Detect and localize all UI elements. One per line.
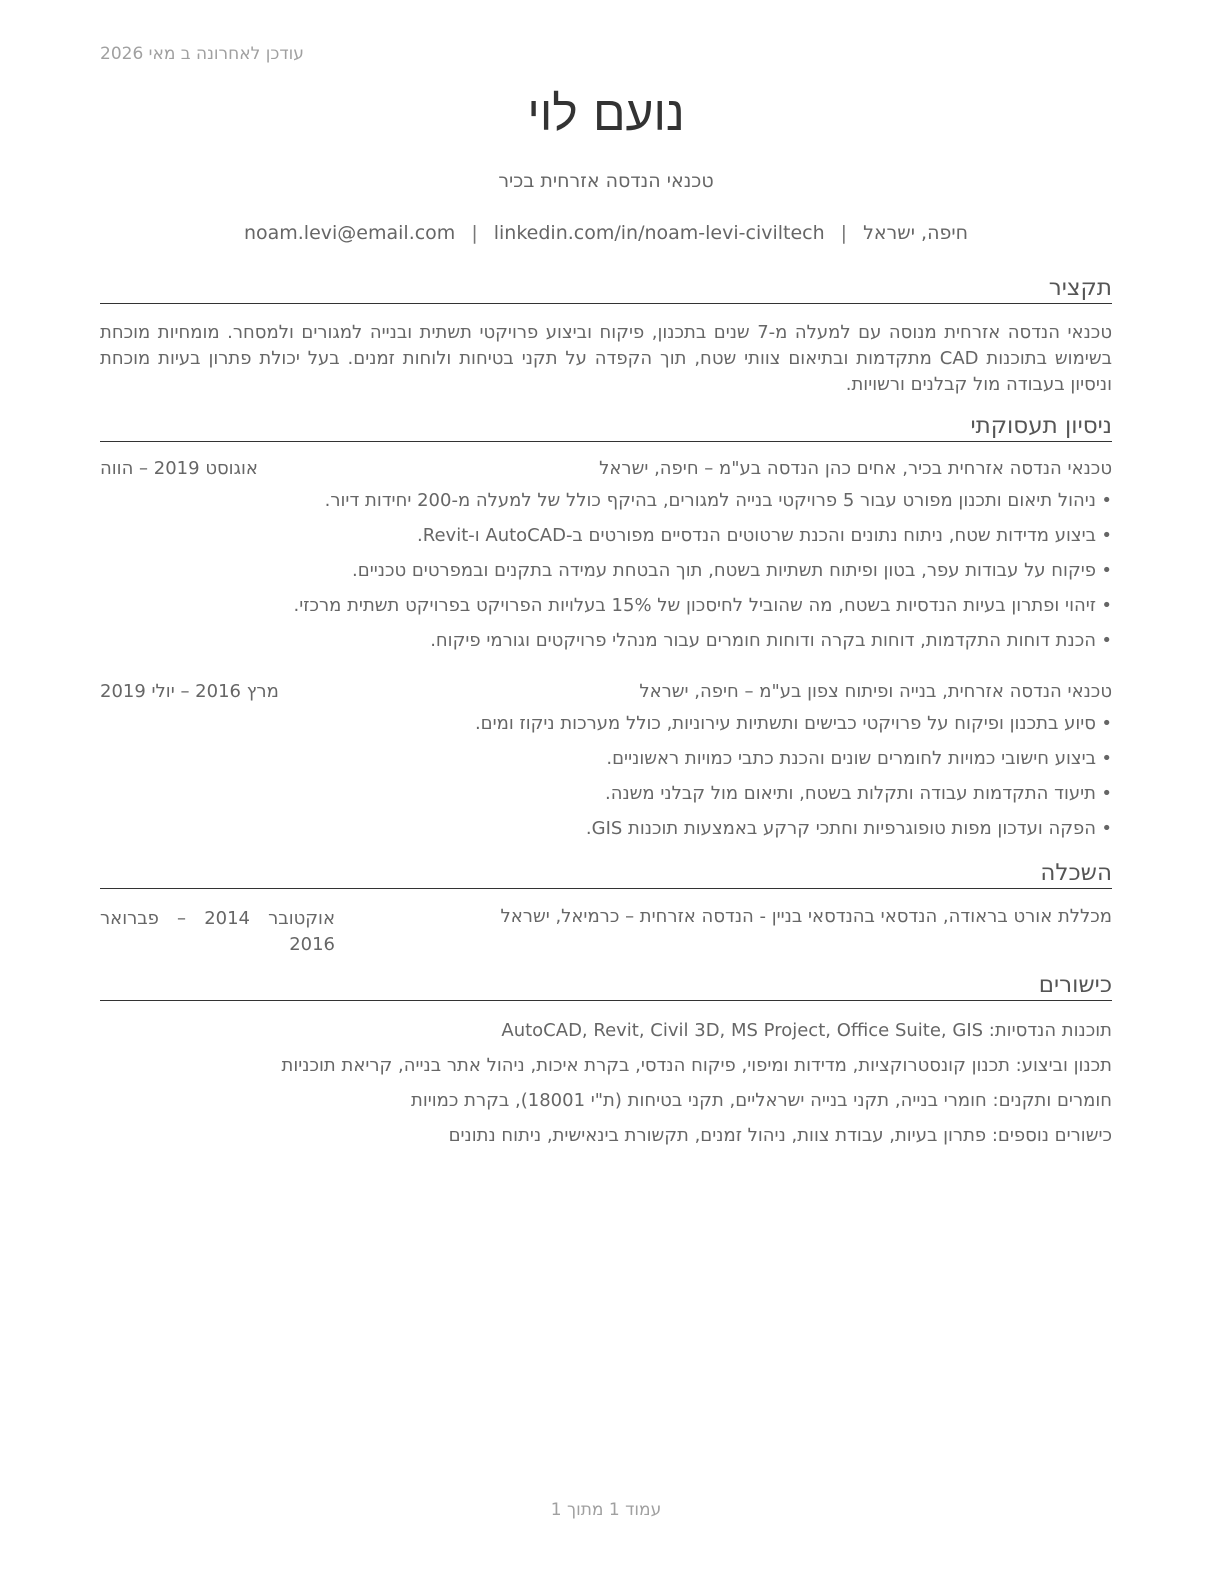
skill-line: תכנון וביצוע: תכנון קונסטרוקציות, מדידות ומיפוי, פיקוח הנדסי, בקרת איכות, ניהול אתר בנייה, קריאת תוכניות bbox=[281, 1055, 1112, 1076]
list-item bbox=[100, 711, 1112, 746]
job-role: טכנאי הנדסה אזרחית בכיר, אחים כהן הנדסה בע"מ – חיפה, ישראל bbox=[599, 458, 1112, 479]
education-degree: מכללת אורט בראודה, הנדסאי בהנדסאי בניין - הנדסה אזרחית – כרמיאל, ישראל bbox=[500, 906, 1112, 927]
job-dates: מרץ 2016 – יולי 2019 bbox=[100, 681, 279, 702]
list-item bbox=[100, 488, 1112, 523]
bullet-text: זיהוי ופתרון בעיות הנדסיות בשטח, מה שהוביל לחיסכון של 15% בעלויות הפרויקט בפרויקט תשתית מרכזי. bbox=[293, 595, 1096, 616]
bullet-text: תיעוד התקדמות עבודה ותקלות בשטח, ותיאום מול קבלני משנה. bbox=[604, 783, 1096, 804]
bullet-glyph: • bbox=[1101, 713, 1112, 734]
contact-line bbox=[100, 222, 1112, 244]
section-heading-skills: כישורים bbox=[100, 972, 1112, 1001]
contact-email[interactable]: noam.levi@email.com bbox=[243, 222, 456, 244]
skill-line: חומרים ותקנים: חומרי בנייה, תקני בנייה ישראליים, תקני בטיחות (ת"י 18001), בקרת כמויות bbox=[411, 1090, 1112, 1111]
contact-separator: | bbox=[840, 222, 848, 244]
candidate-name: נועם לוי bbox=[527, 86, 685, 142]
section-heading-summary: תקציר bbox=[100, 275, 1112, 304]
job-bullets bbox=[100, 711, 1112, 851]
bullet-glyph: • bbox=[1101, 560, 1112, 581]
education-dates: אוקטובר 2014 – פברואר 2016 bbox=[100, 908, 335, 955]
bullet-text: ביצוע מדידות שטח, ניתוח נתונים והכנת שרטוטים הנדסיים מפורטים ב-AutoCAD ו-Revit. bbox=[417, 525, 1096, 546]
list-item bbox=[100, 816, 1112, 851]
skill-line: תוכנות הנדסיות: AutoCAD, Revit, Civil 3D, MS Project, Office Suite, GIS bbox=[501, 1020, 1112, 1041]
bullet-text: פיקוח על עבודות עפר, בטון ופיתוח תשתיות בשטח, תוך הבטחת עמידה בתקנים ובמפרטים טכניים. bbox=[352, 560, 1096, 581]
page-number: עמוד 1 מתוך 1 bbox=[550, 1500, 662, 1520]
section-heading-experience: ניסיון תעסוקתי bbox=[100, 413, 1112, 442]
bullet-text: ניהול תיאום ותכנון מפורט עבור 5 פרויקטי בנייה למגורים, בהיקף כולל של למעלה מ-200 יחידות דיור. bbox=[324, 490, 1096, 511]
bullet-glyph: • bbox=[1101, 490, 1112, 511]
bullet-glyph: • bbox=[1101, 818, 1112, 839]
bullet-glyph: • bbox=[1101, 630, 1112, 651]
bullet-text: הכנת דוחות התקדמות, דוחות בקרה ודוחות חומרים עבור מנהלי פרויקטים וגורמי פיקוח. bbox=[430, 630, 1096, 651]
job-role: טכנאי הנדסה אזרחית, בנייה ופיתוח צפון בע"מ – חיפה, ישראל bbox=[639, 681, 1112, 702]
bullet-text: סיוע בתכנון ופיקוח על פרויקטי כבישים ותשתיות עירוניות, כולל מערכות ניקוז ומים. bbox=[474, 713, 1096, 734]
bullet-glyph: • bbox=[1101, 595, 1112, 616]
bullet-text: הפקה ועדכון מפות טופוגרפיות וחתכי קרקע באמצעות תוכנות GIS. bbox=[585, 818, 1096, 839]
list-item bbox=[100, 746, 1112, 781]
list-item bbox=[100, 781, 1112, 816]
candidate-title: טכנאי הנדסה אזרחית בכיר bbox=[498, 170, 714, 192]
list-item bbox=[100, 593, 1112, 628]
skills-list bbox=[100, 1018, 1112, 1158]
job-dates: אוגוסט 2019 – הווה bbox=[100, 458, 258, 479]
bullet-glyph: • bbox=[1101, 783, 1112, 804]
skill-line: כישורים נוספים: פתרון בעיות, עבודת צוות, ניהול זמנים, תקשורת בינאישית, ניתוח נתונים bbox=[448, 1125, 1112, 1146]
bullet-glyph: • bbox=[1101, 525, 1112, 546]
resume-page bbox=[100, 0, 1112, 1584]
last-updated: עודכן לאחרונה ב מאי 2026 bbox=[100, 44, 304, 64]
list-item bbox=[100, 558, 1112, 593]
bullet-text: ביצוע חישובי כמויות לחומרים שונים והכנת כתבי כמויות ראשוניים. bbox=[606, 748, 1096, 769]
section-heading-education: השכלה bbox=[100, 860, 1112, 889]
list-item bbox=[100, 628, 1112, 663]
job-bullets bbox=[100, 488, 1112, 663]
bullet-glyph: • bbox=[1101, 748, 1112, 769]
contact-separator: | bbox=[471, 222, 478, 244]
list-item bbox=[100, 523, 1112, 558]
contact-linkedin[interactable]: linkedin.com/in/noam-levi-civiltech bbox=[493, 222, 825, 244]
summary-text: טכנאי הנדסה אזרחית מנוסה עם למעלה מ-7 שנים בתכנון, פיקוח וביצוע פרויקטי תשתית ובנייה למגורים ולמסחר. מומחיות מוכחת בשימוש בתוכנות CAD מתקדמות ובתיאום צוותי שטח, תוך הקפדה על תקני בטיחות ולוחות זמנים. בעל יכולת פתרון בעיות מוכחת וניסיון בעבודה מול קבלנים ורשויות. bbox=[100, 322, 1112, 395]
contact-location: חיפה, ישראל bbox=[863, 222, 969, 244]
